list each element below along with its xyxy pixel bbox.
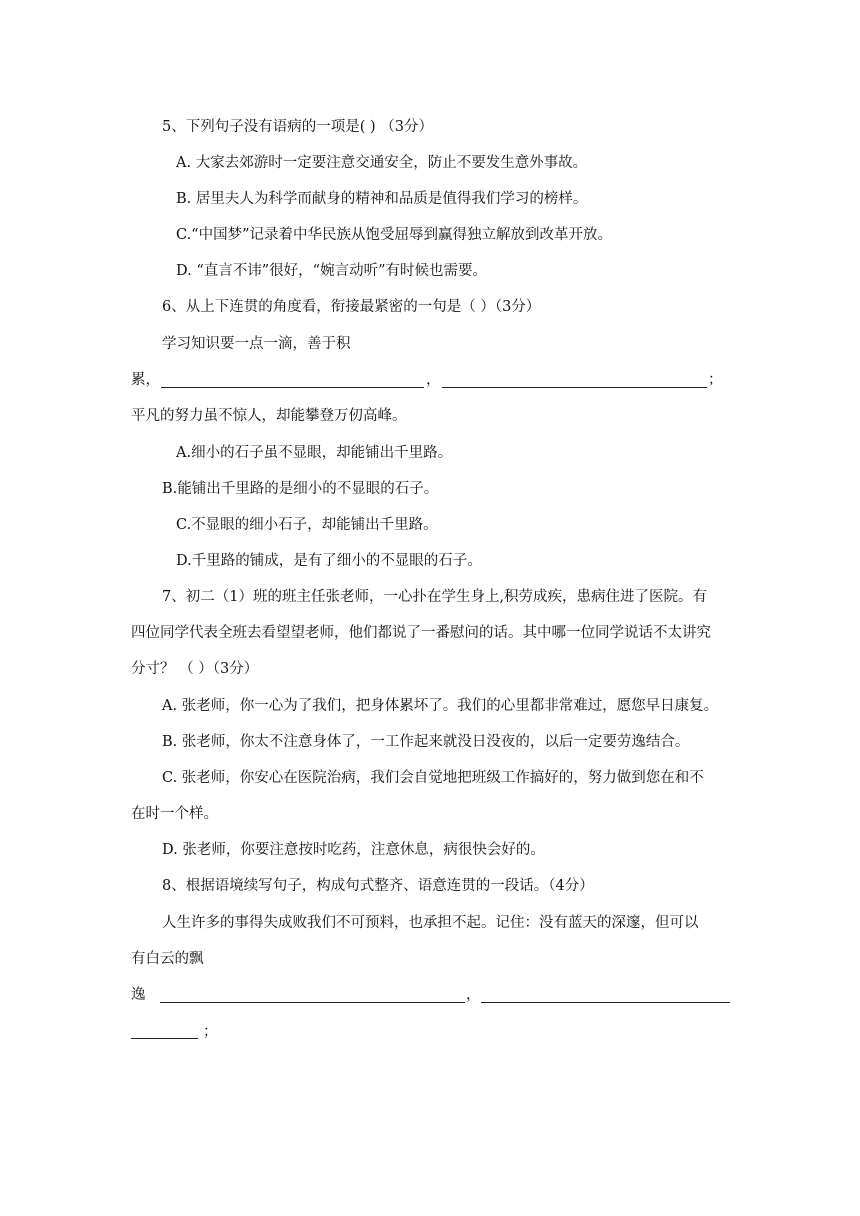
q8-answer-blank-2[interactable] xyxy=(481,1002,730,1003)
q7-option-a: A. 张老师，你一心为了我们，把身体累坏了。我们的心里都非常难过，愿您早日康复。 xyxy=(162,698,719,714)
q6-passage-semicolon: ； xyxy=(708,372,723,388)
q5-stem: 5、下列句子没有语病的一项是( ) （3分） xyxy=(162,119,433,135)
q6-stem: 6、从上下连贯的角度看，衔接最紧密的一句是（ ）（3分） xyxy=(162,299,541,315)
q6-option-b: B.能铺出千里路的是细小的不显眼的石子。 xyxy=(162,481,439,497)
q6-option-a: A.细小的石子虽不显眼，却能铺出千里路。 xyxy=(176,445,453,461)
q8-passage-line2: 有白云的飘 xyxy=(131,951,204,967)
q7-option-b: B. 张老师，你太不注意身体了，一工作起来就没日没夜的，以后一定要劳逸结合。 xyxy=(162,734,690,750)
q8-passage-comma: ， xyxy=(466,987,481,1003)
q5-option-c: C.“中国梦”记录着中华民族从饱受屈辱到赢得独立解放到改革开放。 xyxy=(176,227,613,243)
q8-passage-prefix: 逸 xyxy=(131,987,146,1003)
q7-option-c-line2: 在时一个样。 xyxy=(131,806,218,822)
q6-answer-blank-1[interactable] xyxy=(161,387,424,388)
q6-passage-line1: 学习知识要一点一滴，善于积 xyxy=(162,336,351,352)
q5-option-d: D. “直言不讳”很好，“婉言动听”有时候也需要。 xyxy=(176,263,487,279)
q6-answer-blank-2[interactable] xyxy=(442,387,707,388)
q8-answer-blank-2-continued[interactable] xyxy=(131,1038,198,1039)
q7-stem-line1: 7、初二（1）班的班主任张老师，一心扑在学生身上,积劳成疾，患病住进了医院。有 xyxy=(162,589,708,605)
q8-stem: 8、根据语境续写句子，构成句式整齐、语意连贯的一段话。（4分） xyxy=(162,878,594,894)
q6-passage-comma: ， xyxy=(426,372,441,388)
q6-option-c: C.不显眼的细小石子，却能铺出千里路。 xyxy=(176,517,438,533)
q7-option-c-line1: C. 张老师，你安心在医院治病，我们会自觉地把班级工作搞好的，努力做到您在和不 xyxy=(162,770,704,786)
q5-option-a: A. 大家去郊游时一定要注意交通安全，防止不要发生意外事故。 xyxy=(176,155,588,171)
q7-stem-line3: 分寸？ （ ）（3分） xyxy=(131,661,259,677)
q7-stem-line2: 四位同学代表全班去看望望老师，他们都说了一番慰问的话。其中哪一位同学说话不太讲究 xyxy=(131,625,711,641)
q5-option-b: B. 居里夫人为科学而献身的精神和品质是值得我们学习的榜样。 xyxy=(176,191,588,207)
q7-option-d: D. 张老师，你要注意按时吃药，注意休息，病很快会好的。 xyxy=(162,842,545,858)
q8-answer-blank-1[interactable] xyxy=(160,1002,465,1003)
q8-passage-line1: 人生许多的事得失成败我们不可预料，也承担不起。记住：没有蓝天的深邃，但可以 xyxy=(162,915,699,931)
q8-passage-semicolon: ； xyxy=(203,1024,218,1040)
q6-option-d: D.千里路的铺成，是有了细小的不显眼的石子。 xyxy=(176,553,482,569)
q6-passage-line3: 平凡的努力虽不惊人，却能攀登万仞高峰。 xyxy=(131,408,407,424)
q6-passage-prefix: 累， xyxy=(131,372,160,388)
